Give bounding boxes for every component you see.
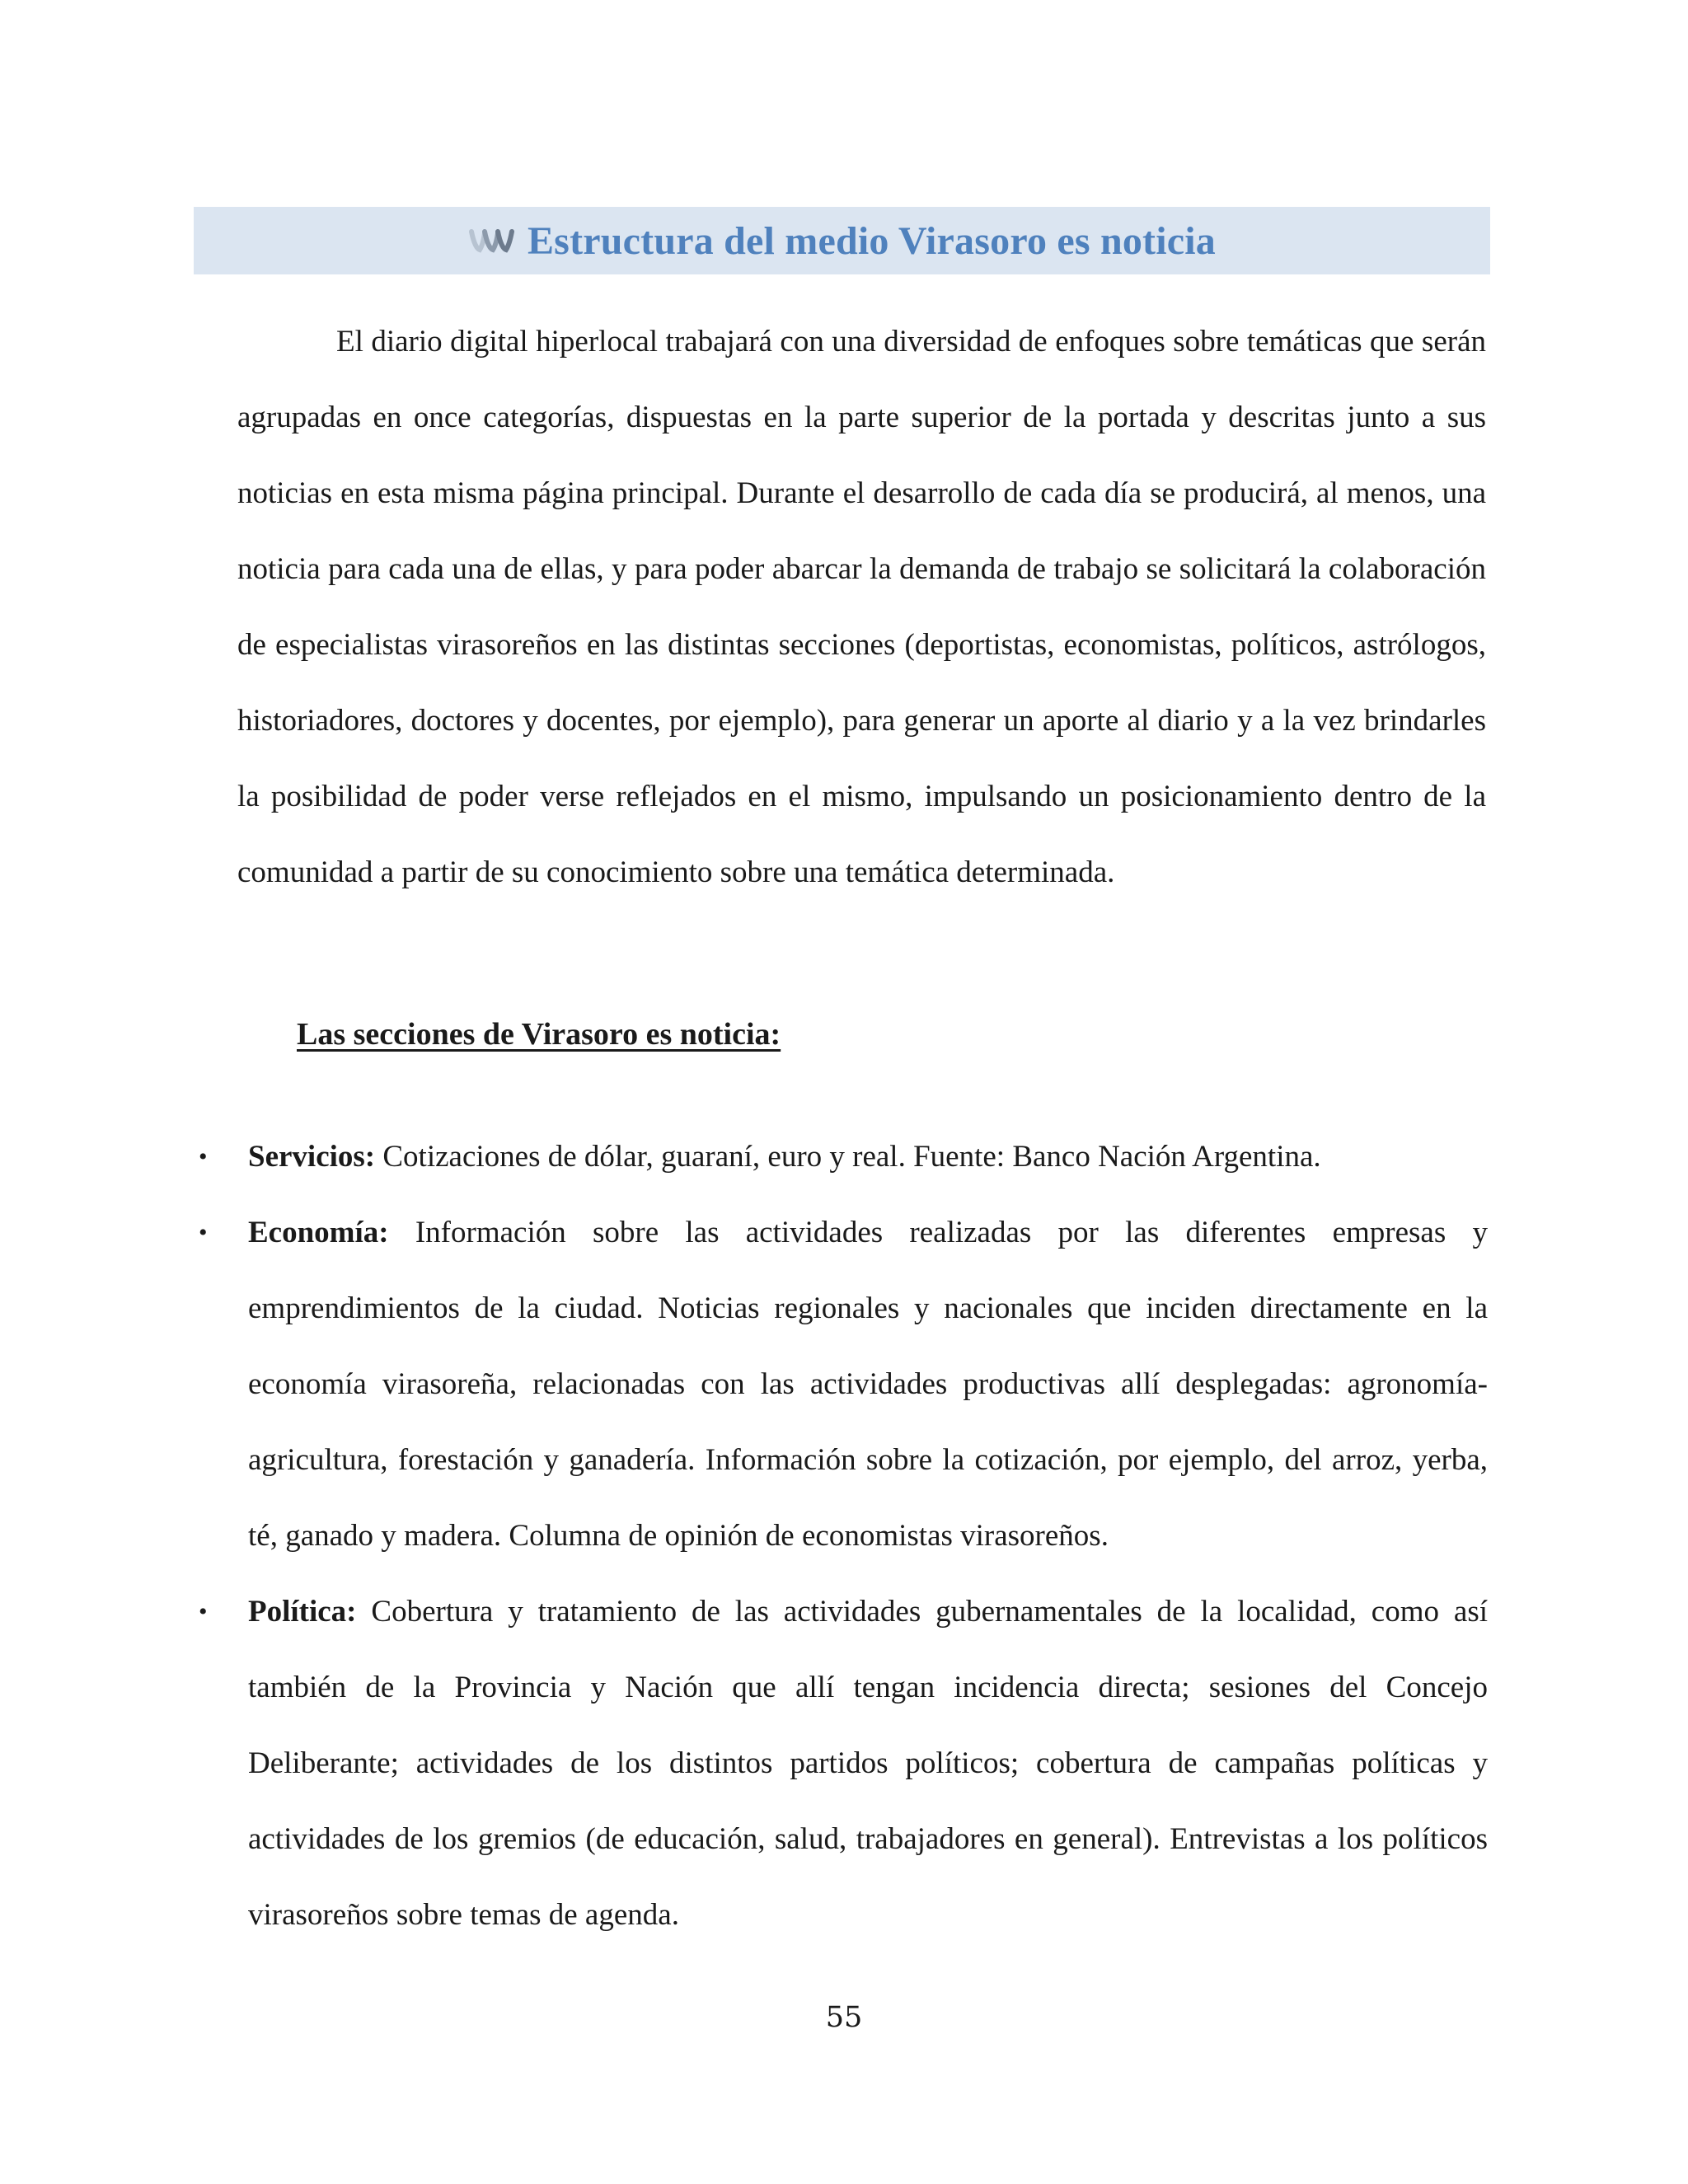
section-title-band bbox=[194, 207, 1490, 274]
list-item bbox=[0, 1574, 1488, 1953]
page-title: Estructura del medio Virasoro es noticia bbox=[527, 218, 1217, 263]
intro-paragraph: El diario digital hiperlocal trabajará con una diversidad de enfoques sobre temáticas que serán agrupadas en once categorías, dispuestas en la parte superior de la portada y descritas junto a sus noticias en esta misma página principal. Durante el desarrollo de cada día se producirá, al menos, una noticia para cada una de ellas, y para poder abarcar la demanda de trabajo se solicitará la colaboración de especialistas virasoreños en las distintas secciones (deportistas, economistas, políticos, astrólogos, historiadores, doctores y docentes, por ejemplo), para generar un aporte al diario y a la vez brindarles la posibilidad de poder verse reflejados en el mismo, impulsando un posicionamiento dentro de la comunidad a partir de su conocimiento sobre una temática determinada. bbox=[237, 325, 1486, 889]
sections-heading: Las secciones de Virasoro es noticia: bbox=[297, 1017, 781, 1052]
list-item bbox=[0, 1195, 1488, 1574]
section-description: Cobertura y tratamiento de las actividades gubernamentales de la localidad, como así también de la Provincia y Nación que allí tengan incidencia directa; sesiones del Concejo Deliberante; actividades de los distintos partidos políticos; cobertura de campañas políticas y actividades de los gremios (de educación, salud, trabajadores en general). Entrevistas a los políticos virasoreños sobre temas de agenda. bbox=[248, 1595, 1488, 1932]
section-term: Economía: bbox=[248, 1216, 389, 1249]
wave-logo-icon bbox=[468, 227, 516, 255]
sections-list bbox=[0, 1119, 1688, 1953]
section-description: Cotizaciones de dólar, guaraní, euro y real. Fuente: Banco Nación Argentina. bbox=[375, 1140, 1321, 1174]
section-description: Información sobre las actividades realizadas por las diferentes empresas y emprendimientos de la ciudad. Noticias regionales y nacionales que inciden directamente en la economía virasoreña, relacionadas con las actividades productivas allí desplegadas: agronomía-agricultura, forestación y ganadería. Información sobre la cotización, por ejemplo, del arroz, yerba, té, ganado y madera. Columna de opinión de economistas virasoreños. bbox=[248, 1216, 1488, 1553]
bullet-icon: • bbox=[199, 1219, 208, 1246]
list-item bbox=[0, 1119, 1488, 1195]
bullet-icon: • bbox=[199, 1598, 208, 1625]
page-number: 55 bbox=[825, 2001, 863, 2034]
section-term: Política: bbox=[248, 1595, 357, 1629]
bullet-icon: • bbox=[199, 1143, 208, 1170]
section-term: Servicios: bbox=[248, 1140, 376, 1174]
